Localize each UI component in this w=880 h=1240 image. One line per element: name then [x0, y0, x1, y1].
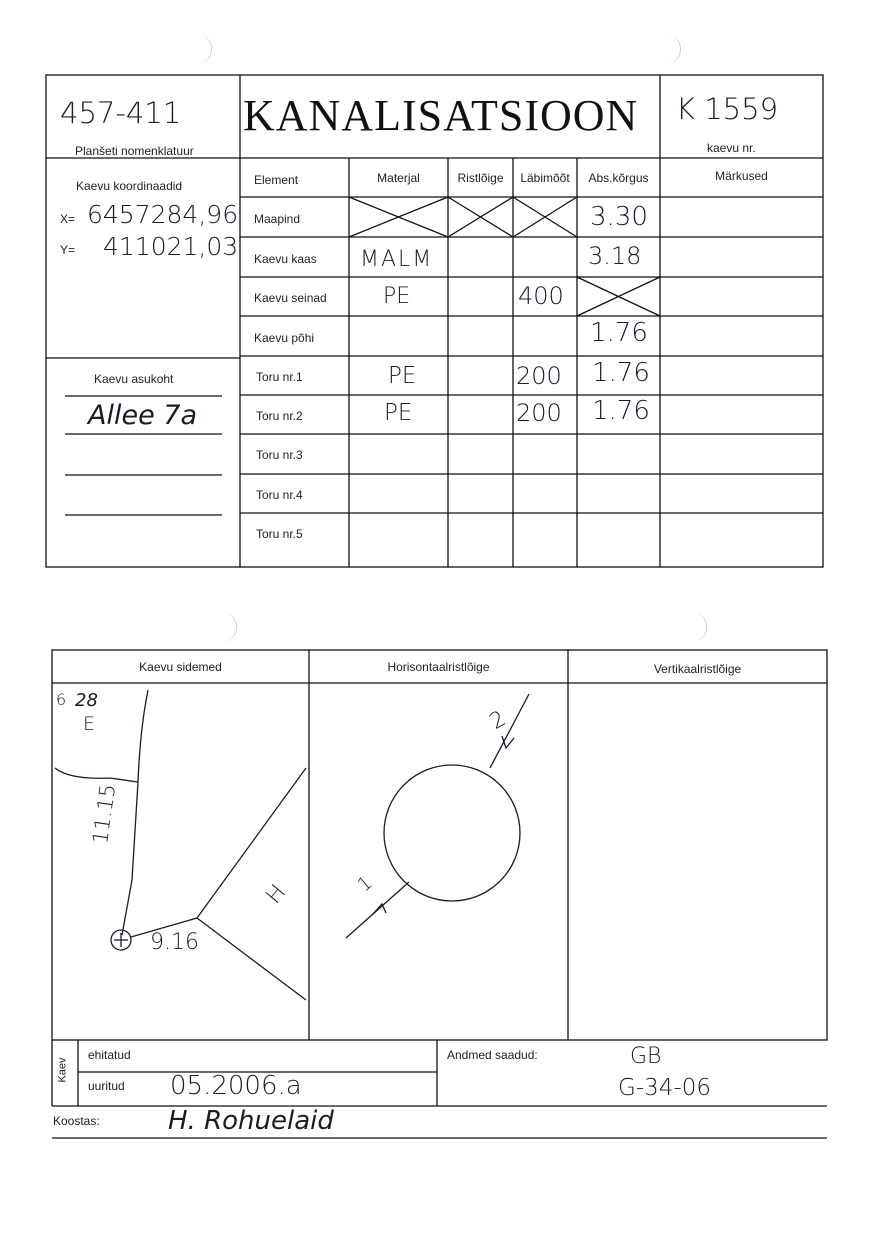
built-label: ehitatud: [88, 1048, 131, 1062]
sketch-header-horizontal: Horisontaalristlõige: [387, 660, 490, 674]
surveyed-label: uuritud: [88, 1079, 125, 1093]
row-diameter-4: 200: [516, 362, 562, 390]
col-header-cross-section: Ristlõige: [457, 171, 504, 185]
location-value: Allee 7a: [88, 400, 198, 431]
row-height-4: 1.76: [592, 358, 650, 388]
col-header-material: Materjal: [377, 171, 420, 185]
x-prefix: X=: [60, 212, 76, 226]
ties-corner-number: 28: [75, 690, 98, 711]
ties-building-letter-2: H: [261, 880, 292, 909]
col-header-element: Element: [254, 173, 299, 187]
row-diameter-5: 200: [516, 399, 562, 427]
location-label: Kaevu asukoht: [94, 372, 174, 386]
data-received-label: Andmed saadud:: [447, 1048, 538, 1062]
well-number-label: kaevu nr.: [707, 141, 756, 155]
form-title: KANALISATSIOON: [243, 91, 639, 140]
pipe-2-label: 2: [485, 706, 511, 735]
sketch-header-vertical: Vertikaalristlõige: [653, 662, 742, 676]
ties-distance-2: 9.16: [150, 930, 199, 955]
col-header-notes: Märkused: [715, 169, 768, 183]
y-coordinate-value: 411021,03: [103, 232, 239, 261]
well-number-value: K 1559: [676, 92, 779, 126]
sketch-form-border: [52, 650, 827, 1040]
data-received-value-2: G-34-06: [618, 1075, 711, 1101]
row-element-8: Toru nr.5: [256, 527, 303, 541]
row-element-5: Toru nr.2: [256, 409, 303, 423]
row-material-2: PE: [383, 284, 411, 309]
row-height-3: 1.76: [590, 318, 648, 348]
row-element-3: Kaevu põhi: [254, 331, 315, 345]
row-element-4: Toru nr.1: [256, 370, 303, 384]
pipe-1-line: [346, 882, 409, 938]
footer-side-label: Kaev: [56, 1057, 69, 1083]
col-header-abs-height: Abs.kõrgus: [588, 171, 649, 185]
x-coordinate-value: 6457284,96: [87, 200, 239, 229]
row-material-5: PE: [384, 400, 413, 426]
pipe-1-label: 1: [353, 871, 377, 897]
plansheet-label: Planšeti nomenklatuur: [75, 144, 194, 158]
sketch-header-ties: Kaevu sidemed: [139, 660, 222, 674]
surveyed-value: 05.2006.a: [170, 1071, 302, 1101]
row-material-4: PE: [388, 363, 417, 389]
ties-building-letter: E: [83, 713, 96, 735]
compiled-by-label: Koostas:: [53, 1114, 100, 1128]
well-circle: [384, 765, 520, 901]
ties-distance-1: 11.15: [88, 782, 121, 846]
row-height-5: 1.76: [592, 396, 650, 426]
row-element-1: Kaevu kaas: [254, 252, 317, 266]
row-height-1: 3.18: [588, 242, 642, 270]
col-header-diameter: Läbimõõt: [520, 171, 570, 185]
row-diameter-2: 400: [518, 282, 564, 310]
row-element-2: Kaevu seinad: [254, 291, 327, 305]
row-material-1: MALM: [360, 247, 434, 272]
row-element-7: Toru nr.4: [256, 488, 303, 502]
row-element-0: Maapind: [254, 212, 301, 226]
y-prefix: Y=: [60, 243, 76, 257]
ties-corner-label: 6: [56, 690, 67, 709]
row-element-6: Toru nr.3: [256, 448, 303, 462]
coordinates-label: Kaevu koordinaadid: [76, 179, 183, 193]
compiled-by-value: H. Rohuelaid: [168, 1106, 334, 1136]
row-height-0: 3.30: [590, 202, 648, 232]
data-received-value-1: GB: [630, 1044, 662, 1069]
plansheet-value: 457-411: [60, 96, 182, 130]
